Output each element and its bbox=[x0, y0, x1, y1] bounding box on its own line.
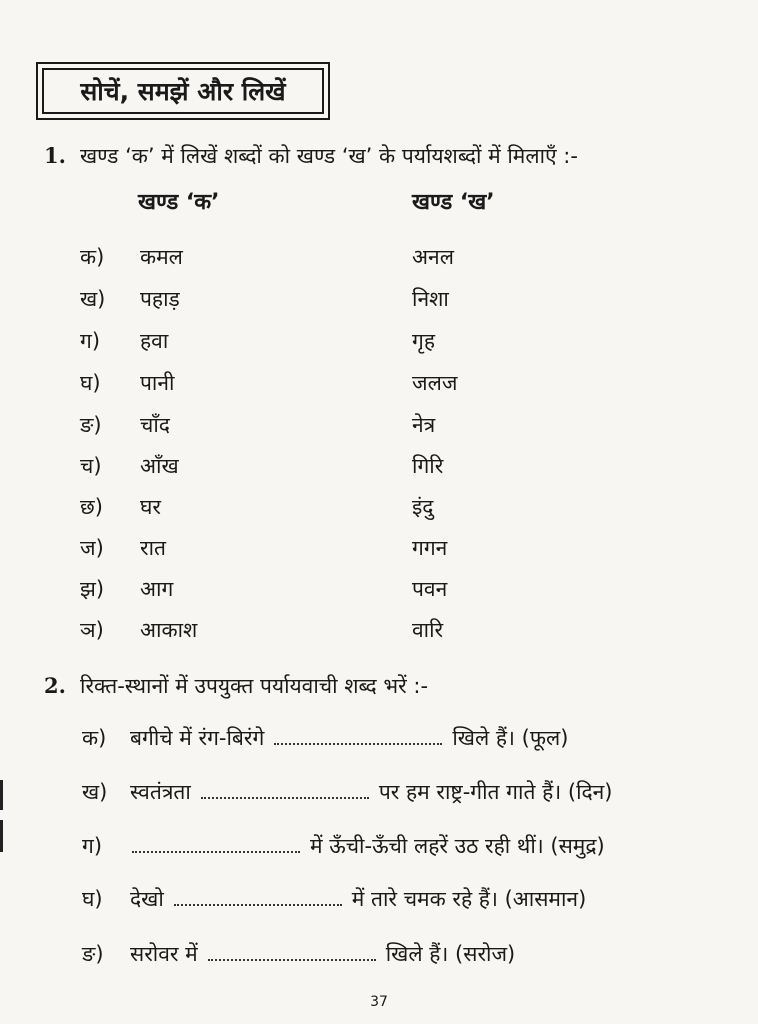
row-label: क) bbox=[80, 245, 105, 269]
section-heading: सोचें, समझें और लिखें bbox=[42, 68, 324, 114]
sentence-before: बगीचे में रंग-बिरंगे bbox=[130, 726, 265, 750]
row-label: झ) bbox=[80, 577, 105, 601]
column-a-word: हवा bbox=[140, 329, 169, 353]
column-b-word: निशा bbox=[412, 287, 449, 311]
heading-box bbox=[36, 62, 330, 120]
column-b-word: गिरि bbox=[412, 454, 444, 478]
match-row bbox=[0, 452, 758, 492]
column-a-word: कमल bbox=[140, 245, 183, 269]
sentence-after: पर हम राष्ट्र-गीत गाते हैं। (दिन) bbox=[378, 780, 613, 804]
question-1 bbox=[44, 142, 578, 170]
match-row bbox=[0, 534, 758, 574]
sentence-before: सरोवर में bbox=[130, 942, 198, 966]
row-label: छ) bbox=[80, 495, 103, 519]
match-row bbox=[0, 285, 758, 325]
question-text: रिक्त-स्थानों में उपयुक्त पर्यायवाची शब्द भरें :- bbox=[80, 674, 429, 698]
column-a-header: खण्ड ‘क’ bbox=[138, 190, 220, 215]
column-b-word: अनल bbox=[412, 245, 454, 269]
row-label: ङ) bbox=[80, 413, 102, 437]
column-b-word: नेत्र bbox=[412, 413, 436, 437]
blank-line[interactable] bbox=[132, 839, 300, 853]
column-b-word: इंदु bbox=[412, 495, 434, 519]
match-row bbox=[0, 575, 758, 615]
column-a-word: घर bbox=[140, 495, 161, 519]
fill-blank-row bbox=[0, 724, 758, 768]
column-a-word: रात bbox=[140, 536, 166, 560]
row-label: घ) bbox=[82, 887, 103, 911]
row-label: ख) bbox=[80, 287, 106, 311]
column-b-word: गगन bbox=[412, 536, 448, 560]
match-row bbox=[0, 411, 758, 451]
row-label: ज) bbox=[80, 536, 104, 560]
row-label: घ) bbox=[80, 371, 101, 395]
row-label: ग) bbox=[80, 329, 101, 353]
column-a-word: आग bbox=[140, 577, 174, 601]
row-label: च) bbox=[80, 454, 102, 478]
row-label: ख) bbox=[82, 780, 108, 804]
sentence-after: में ऊँची-ऊँची लहरें उठ रही थीं। (समुद्र) bbox=[310, 834, 605, 858]
sentence-after: खिले हैं। (सरोज) bbox=[385, 942, 516, 966]
column-b-header: खण्ड ‘ख’ bbox=[412, 190, 495, 215]
fill-blank-row bbox=[0, 940, 758, 984]
blank-line[interactable] bbox=[201, 785, 369, 799]
question-number: 1. bbox=[44, 143, 66, 168]
column-a-word: चाँद bbox=[140, 413, 170, 437]
fill-blank-row bbox=[0, 885, 758, 929]
row-label: ग) bbox=[82, 834, 103, 858]
blank-line[interactable] bbox=[174, 892, 342, 906]
question-2 bbox=[44, 672, 428, 700]
column-b-word: गृह bbox=[412, 329, 435, 353]
row-label: ञ) bbox=[80, 618, 104, 642]
blank-line[interactable] bbox=[274, 731, 442, 745]
column-a-word: आँख bbox=[140, 454, 179, 478]
column-b-word: पवन bbox=[412, 577, 448, 601]
match-row bbox=[0, 616, 758, 656]
row-label: ङ) bbox=[82, 942, 104, 966]
match-row bbox=[0, 369, 758, 409]
page-number: 37 bbox=[370, 994, 388, 1010]
column-a-word: पहाड़ bbox=[140, 287, 180, 311]
column-b-word: वारि bbox=[412, 618, 444, 642]
row-label: क) bbox=[82, 726, 107, 750]
question-number: 2. bbox=[44, 673, 66, 698]
fill-blank-row bbox=[0, 832, 758, 876]
column-a-word: पानी bbox=[140, 371, 175, 395]
match-row bbox=[0, 243, 758, 283]
sentence-before: देखो bbox=[130, 887, 164, 911]
column-a-word: आकाश bbox=[140, 618, 198, 642]
blank-line[interactable] bbox=[208, 947, 376, 961]
fill-blank-row bbox=[0, 778, 758, 822]
sentence-after: में तारे चमक रहे हैं। (आसमान) bbox=[351, 887, 587, 911]
question-text: खण्ड ‘क’ में लिखें शब्दों को खण्ड ‘ख’ के पर्यायशब्दों में मिलाएँ :- bbox=[80, 144, 578, 168]
match-row bbox=[0, 327, 758, 367]
match-row bbox=[0, 493, 758, 533]
sentence-before: स्वतंत्रता bbox=[130, 780, 191, 804]
column-b-word: जलज bbox=[412, 371, 458, 395]
sentence-after: खिले हैं। (फूल) bbox=[452, 726, 569, 750]
